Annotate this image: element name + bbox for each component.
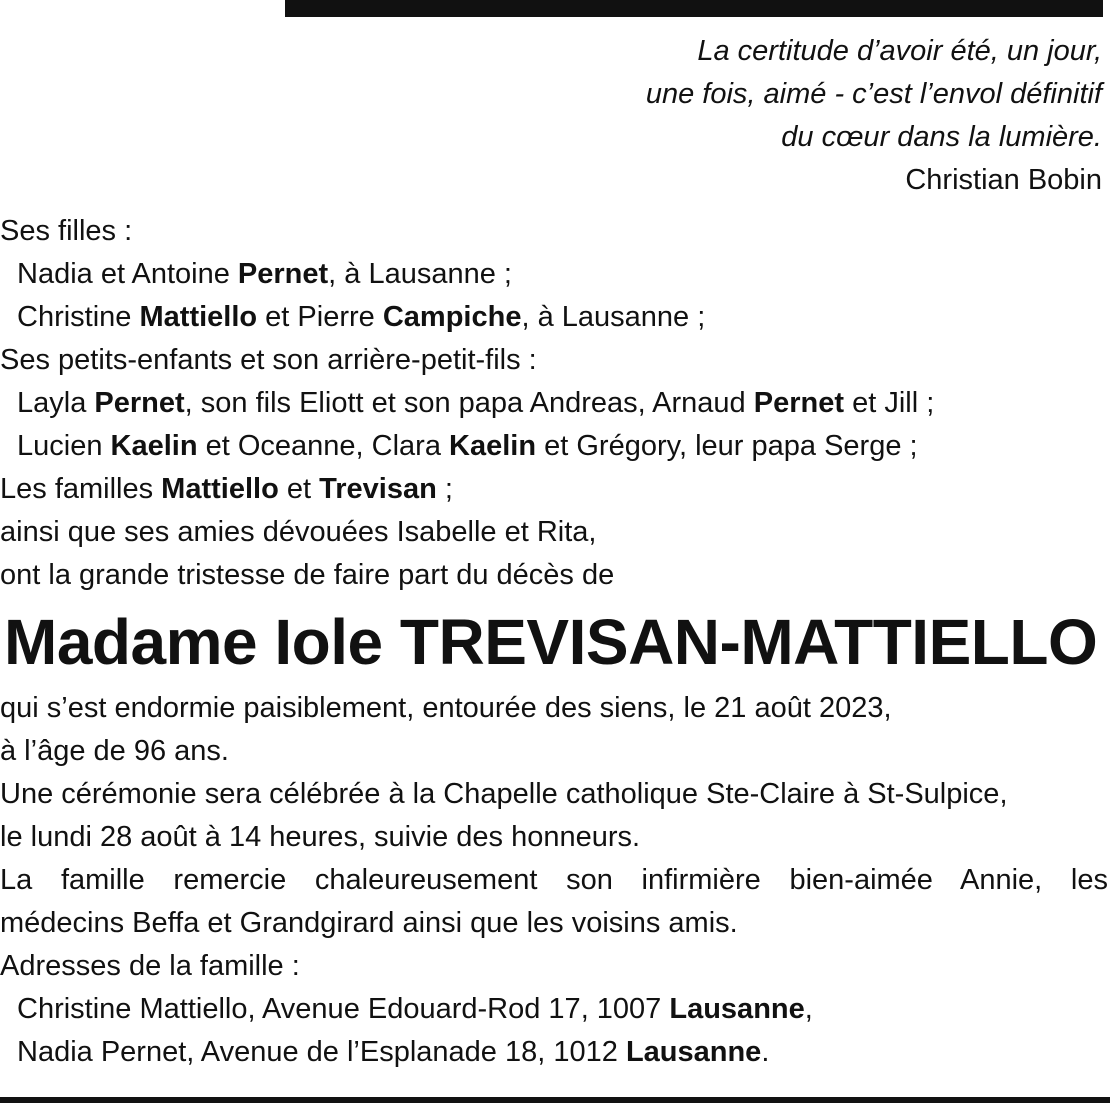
families-line: Les familles Mattiello et Trevisan ; (0, 473, 453, 505)
passing-line-1: qui s’est endormie paisiblement, entourée des siens, le 21 août 2023, (0, 692, 892, 724)
announcement-line: ont la grande tristesse de faire part du décès de (0, 559, 615, 591)
daughter-line-1: Nadia et Antoine Pernet, à Lausanne ; (17, 258, 512, 290)
quote-line-3: du cœur dans la lumière. (781, 121, 1102, 153)
bottom-rule (0, 1097, 1110, 1103)
addresses-heading: Adresses de la famille : (0, 950, 300, 982)
epigraph-quote (402, 30, 1102, 202)
daughters-heading: Ses filles : (0, 215, 133, 247)
quote-line-1: La certitude d’avoir été, un jour, (697, 35, 1102, 67)
quote-author: Christian Bobin (905, 164, 1102, 196)
thanks-line-1: La famille remercie chaleureusement son infirmière bien-aimée Annie, les (0, 864, 1108, 896)
top-rule (285, 0, 1103, 17)
friends-line: ainsi que ses amies dévouées Isabelle et Rita, (0, 516, 597, 548)
obituary-body (0, 210, 1108, 1074)
grandchild-line-1: Layla Pernet, son fils Eliott et son papa Andreas, Arnaud Pernet et Jill ; (17, 387, 935, 419)
address-line-1: Christine Mattiello, Avenue Edouard-Rod 17, 1007 Lausanne, (17, 993, 813, 1025)
ceremony-line-2: le lundi 28 août à 14 heures, suivie des honneurs. (0, 821, 641, 853)
grandchildren-heading: Ses petits-enfants et son arrière-petit-fils : (0, 344, 537, 376)
passing-line-2: à l’âge de 96 ans. (0, 735, 229, 767)
quote-line-2: une fois, aimé - c’est l’envol définitif (645, 78, 1102, 110)
deceased-name: Madame Iole TREVISAN-MATTIELLO (4, 606, 1098, 678)
daughter-line-2: Christine Mattiello et Pierre Campiche, à Lausanne ; (17, 301, 706, 333)
address-line-2: Nadia Pernet, Avenue de l’Esplanade 18, 1012 Lausanne. (17, 1036, 770, 1068)
ceremony-line-1: Une cérémonie sera célébrée à la Chapelle catholique Ste-Claire à St-Sulpice, (0, 778, 1008, 810)
grandchild-line-2: Lucien Kaelin et Oceanne, Clara Kaelin et Grégory, leur papa Serge ; (17, 430, 918, 462)
thanks-line-2: médecins Beffa et Grandgirard ainsi que les voisins amis. (0, 907, 738, 939)
